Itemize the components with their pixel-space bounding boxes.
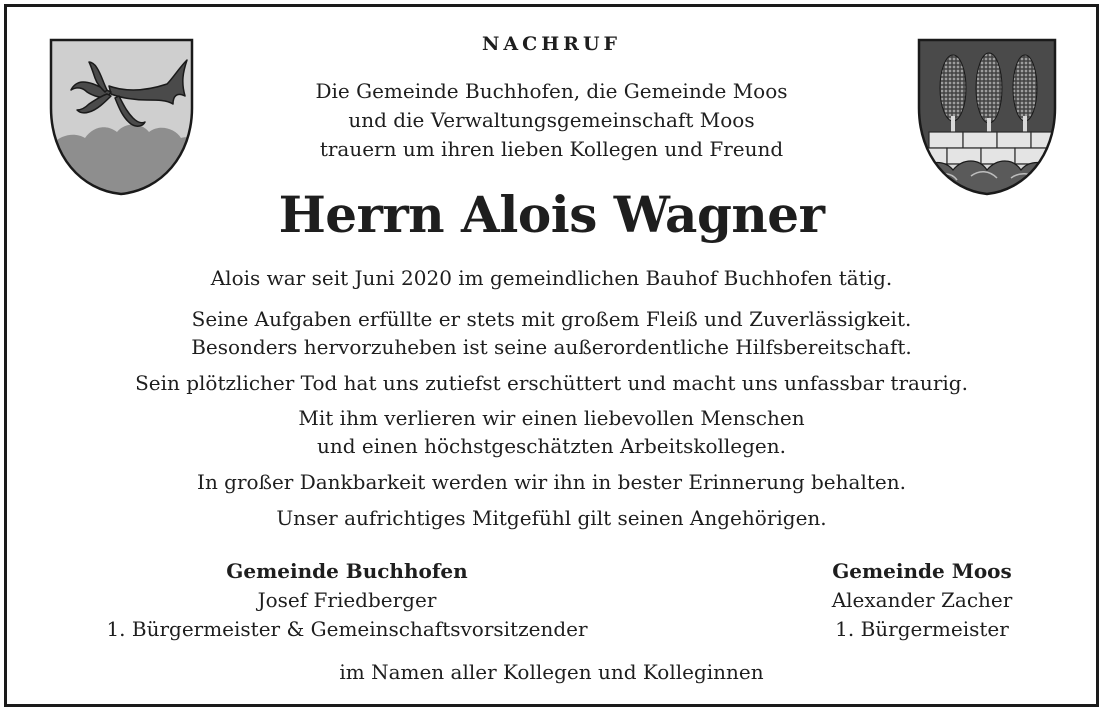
signature-left [47, 557, 647, 644]
signature-person: Alexander Zacher [831, 588, 1013, 612]
body-line: In großer Dankbarkeit werden wir ihn in bester Erinnerung behalten. [197, 470, 906, 494]
deceased-name: Herrn Alois Wagner [278, 185, 825, 244]
body-line: Mit ihm verlieren wir einen liebevollen Menschen [298, 406, 805, 430]
signature-right [767, 557, 1077, 644]
body-line: Besonders hervorzuheben ist seine außerordentliche Hilfsbereitschaft. [191, 335, 912, 359]
intro-line: Die Gemeinde Buchhofen, die Gemeinde Moos [315, 79, 788, 103]
closing-line: im Namen aller Kollegen und Kolleginnen [339, 660, 764, 684]
signature-organization: Gemeinde Moos [832, 559, 1012, 583]
signature-person: Josef Friedberger [257, 588, 437, 612]
intro-line: und die Verwaltungsgemeinschaft Moos [348, 108, 755, 132]
body-line: Unser aufrichtiges Mitgefühl gilt seinen Angehörigen. [276, 506, 827, 530]
body-line: Alois war seit Juni 2020 im gemeindlichen Bauhof Buchhofen tätig. [210, 266, 893, 290]
intro-line: trauern um ihren lieben Kollegen und Freund [319, 137, 784, 161]
notice-kicker: NACHRUF [481, 33, 622, 55]
obituary-notice [4, 4, 1099, 707]
body-line: Seine Aufgaben erfüllte er stets mit großem Fleiß und Zuverlässigkeit. [191, 307, 912, 331]
body-line: Sein plötzlicher Tod hat uns zutiefst erschüttert und macht uns unfassbar traurig. [135, 371, 968, 395]
signature-organization: Gemeinde Buchhofen [226, 559, 468, 583]
signature-role: 1. Bürgermeister & Gemeinschaftsvorsitzender [106, 617, 588, 641]
body-line: und einen höchstgeschätzten Arbeitskollegen. [316, 434, 786, 458]
signature-role: 1. Bürgermeister [835, 617, 1009, 641]
